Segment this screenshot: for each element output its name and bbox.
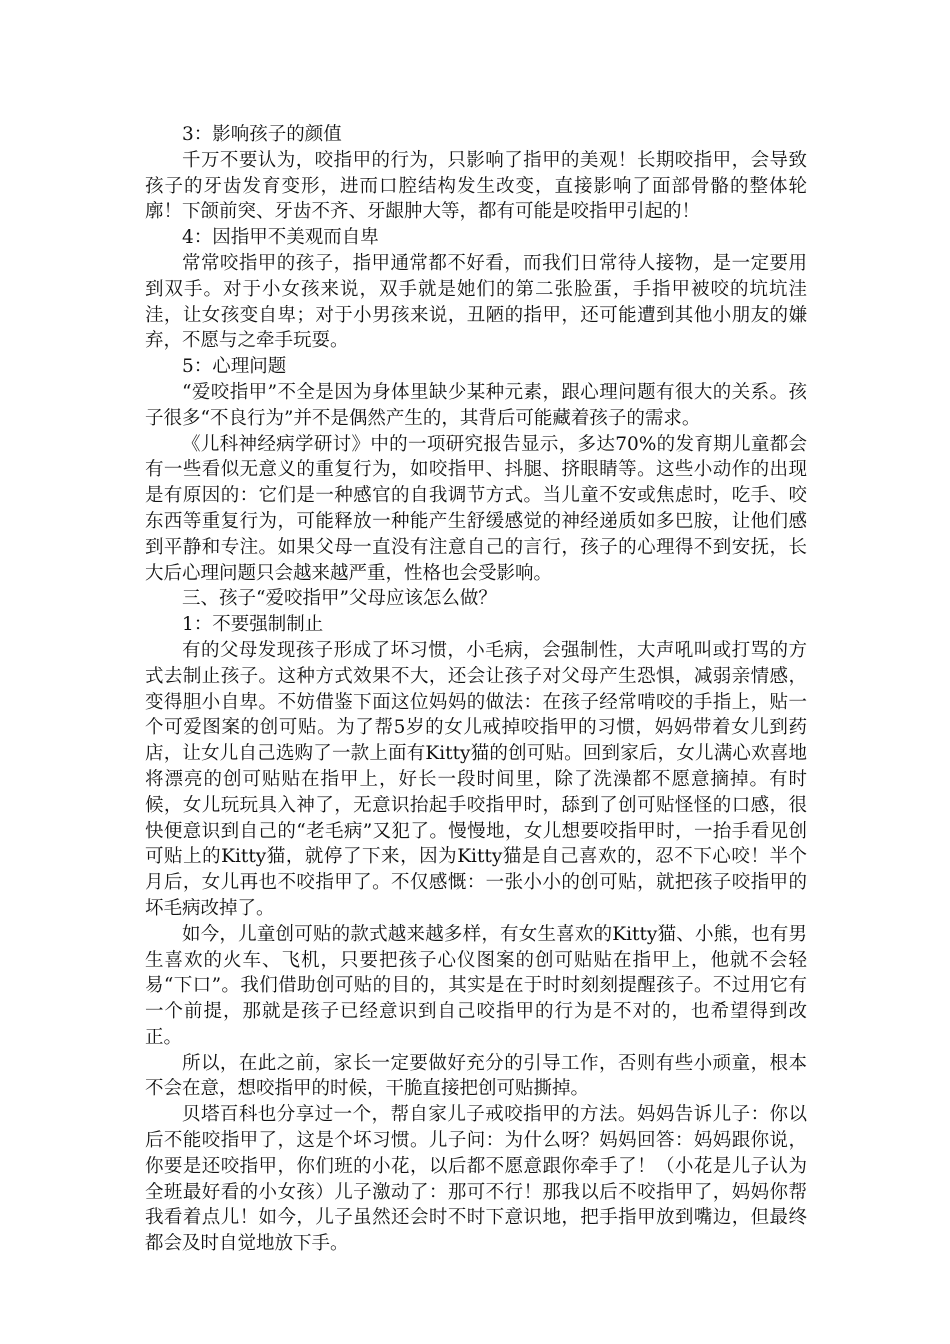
paragraph-psychology-intro: “爱咬指甲”不全是因为身体里缺少某种元素，跟心理问题有很大的关系。孩子很多“不良行为”并不是偶然产生的，其背后可能藏着孩子的需求。 — [145, 381, 807, 429]
paragraph-psychology-study: 《儿科神经病学研讨》中的一项研究报告显示，多达70%的发育期儿童都会有一些看似无意义的重复行为，如咬指甲、抖腿、挤眼睛等。这些小动作的出现是有原因的：它们是一种感官的自我调节方式。当儿童不安或焦虑时，吃手、咬东西等重复行为，可能释放一种能产生舒缓感觉的神经递质如多巴胺，让他们感到平静和专注。如果父母一直没有注意自己的言行，孩子的心理得不到安抚，长大后心理问题只会越来越严重，性格也会受影响。 — [145, 433, 807, 584]
document-body — [145, 122, 807, 1257]
section-heading-appearance: 3：影响孩子的颜值 — [182, 124, 342, 145]
paragraph-appearance: 千万不要认为，咬指甲的行为，只影响了指甲的美观！长期咬指甲，会导致孩子的牙齿发育变形，进而口腔结构发生改变，直接影响了面部骨骼的整体轮廓！下颌前突、牙齿不齐、牙龈肿大等，都有可能是咬指甲引起的！ — [145, 149, 807, 223]
paragraph-bandage-story: 有的父母发现孩子形成了坏习惯，小毛病，会强制性，大声吼叫或打骂的方式去制止孩子。这种方式效果不大，还会让孩子对父母产生恐惧，减弱亲情感，变得胆小自卑。不妨借鉴下面这位妈妈的做法：在孩子经常啃咬的手指上，贴一个可爱图案的创可贴。为了帮5岁的女儿戒掉咬指甲的习惯，妈妈带着女儿到药店，让女儿自己选购了一款上面有Kitty猫的创可贴。回到家后，女儿满心欢喜地将漂亮的创可贴贴在指甲上，好长一段时间里，除了洗澡都不愿意摘掉。有时候，女儿玩玩具入神了，无意识抬起手咬指甲时，舔到了创可贴怪怪的口感，很快便意识到自己的“老毛病”又犯了。慢慢地，女儿想要咬指甲时，一抬手看见创可贴上的Kitty猫，就停了下来，因为Kitty猫是自己喜欢的，忍不下心咬！半个月后，女儿再也不咬指甲了。不仅感慨：一张小小的创可贴，就把孩子咬指甲的坏毛病改掉了。 — [145, 639, 807, 919]
paragraph-beta-story: 贝塔百科也分享过一个，帮自家儿子戒咬指甲的方法。妈妈告诉儿子：你以后不能咬指甲了，这是个坏习惯。儿子问：为什么呀？妈妈回答：妈妈跟你说，你要是还咬指甲，你们班的小花，以后都不愿意跟你牵手了！（小花是儿子认为全班最好看的小女孩）儿子激动了：那可不行！那我以后不咬指甲了，妈妈你帮我看着点儿！如今，儿子虽然还会时不时下意识地，把手指甲放到嘴边，但最终都会及时自觉地放下手。 — [145, 1104, 807, 1255]
section-heading-no-force: 1：不要强制制止 — [182, 614, 324, 636]
paragraph-bandage-styles: 如今，儿童创可贴的款式越来越多样，有女生喜欢的Kitty猫、小熊，也有男生喜欢的火车、飞机，只要把孩子心仪图案的创可贴贴在指甲上，他就不会轻易“下口”。我们借助创可贴的目的，其实是在于时时刻刻提醒孩子。不过用它有一个前提，那就是孩子已经意识到自己咬指甲的行为是不对的，也希望得到改正。 — [145, 923, 807, 1048]
paragraph-guidance: 所以，在此之前，家长一定要做好充分的引导工作，否则有些小顽童，根本不会在意，想咬指甲的时候，干脆直接把创可贴撕掉。 — [145, 1052, 807, 1100]
section-heading-self-esteem: 4：因指甲不美观而自卑 — [182, 227, 379, 249]
section-heading-what-to-do: 三、孩子“爱咬指甲”父母应该怎么做？ — [182, 588, 497, 610]
section-heading-psychology: 5：心理问题 — [182, 356, 287, 378]
paragraph-self-esteem: 常常咬指甲的孩子，指甲通常都不好看，而我们日常待人接物，是一定要用到双手。对于小女孩来说，双手就是她们的第二张脸蛋，手指甲被咬的坑坑洼洼，让女孩变自卑；对于小男孩来说，丑陋的指甲，还可能遭到其他小朋友的嫌弃，不愿与之牵手玩耍。 — [145, 252, 807, 352]
